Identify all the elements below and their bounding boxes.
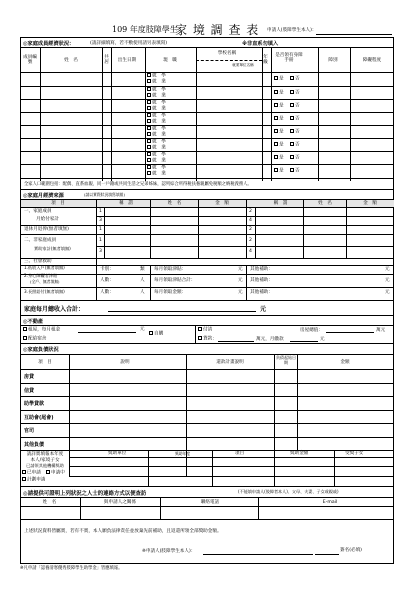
sa-1-f: 元 <box>385 267 390 272</box>
sch-col-amt: 獎助金額 <box>290 451 309 456</box>
s1-star: ※非直系勿填入 <box>242 41 279 47</box>
cert-no-option[interactable] <box>290 142 300 148</box>
plan-label: 計劃申請 <box>27 477 46 483</box>
num-3: 3 <box>99 218 102 223</box>
cert-no-label: 否 <box>295 168 300 174</box>
s2-col-item: 項 目 <box>51 201 65 206</box>
loan-unit: 萬元，月繳款 <box>256 337 284 342</box>
cert-yes-label: 是 <box>279 90 284 96</box>
s4-col-plan: 還款計畫說明 <box>216 360 244 365</box>
cert-yes-label: 是 <box>279 142 284 148</box>
debt-item-label: 官司 <box>24 428 35 434</box>
house-value-unit: 萬元 <box>376 328 386 333</box>
employed-checkbox[interactable] <box>147 79 151 83</box>
employed-option[interactable] <box>147 158 166 164</box>
cert-yes-checkbox[interactable] <box>274 129 278 133</box>
rent-checkbox[interactable] <box>23 327 27 331</box>
sch-col-child: 受獎子女 <box>345 451 364 456</box>
dorm-label: 配給宿舍 <box>28 336 47 342</box>
student-checkbox[interactable] <box>147 126 151 130</box>
sa-2-c: 每月領取津貼合計： <box>154 278 196 283</box>
pending-label: 申請中 <box>51 470 65 476</box>
num-1c: 1 <box>99 238 102 243</box>
s1-hint: (請詳細填寫，若不敷使用請另表填寫) <box>90 41 168 46</box>
num-2c: 2 <box>249 238 252 243</box>
cert-no-checkbox[interactable] <box>290 116 294 120</box>
student-option[interactable] <box>147 126 166 132</box>
cert-no-option[interactable] <box>290 90 300 96</box>
sign-line[interactable] <box>203 554 313 555</box>
student-label: 就 學 <box>152 113 166 119</box>
employed-label: 就 業 <box>152 119 166 125</box>
employed-label: 就 業 <box>152 145 166 151</box>
student-option[interactable] <box>147 100 166 106</box>
cert-yes-option[interactable] <box>274 116 284 122</box>
student-label: 就 學 <box>152 152 166 158</box>
s2-r3: 二、非家庭成員 <box>24 238 57 243</box>
employed-checkbox[interactable] <box>147 106 151 110</box>
student-label: 就 學 <box>152 73 166 79</box>
employed-option[interactable] <box>147 171 166 177</box>
cert-yes-option[interactable] <box>274 103 284 109</box>
sch-l3: 已請領其他機構獎助 <box>26 463 64 468</box>
cert-yes-label: 是 <box>279 129 284 135</box>
cert-no-checkbox[interactable] <box>290 76 294 80</box>
col-school: 學校名稱 <box>217 51 237 56</box>
employed-label: 就 業 <box>152 132 166 138</box>
col-type: 障別 <box>328 58 338 63</box>
cert-yes-checkbox[interactable] <box>274 76 278 80</box>
sch-applied[interactable] <box>22 470 41 476</box>
cert-no-option[interactable] <box>290 155 300 161</box>
col-level: 障礙程度 <box>362 58 382 63</box>
cert-yes-checkbox[interactable] <box>274 90 278 94</box>
sa-2-e: 其他補助： <box>250 278 273 283</box>
cert-no-label: 否 <box>295 155 300 161</box>
sa-1-e: 其他補助： <box>250 267 273 272</box>
year-label: 109 年度肢障學生 <box>112 25 178 34</box>
employed-checkbox[interactable] <box>147 158 151 162</box>
student-checkbox[interactable] <box>147 165 151 169</box>
rent-label: 租屋，每月租金 <box>28 327 61 333</box>
cert-no-checkbox[interactable] <box>290 155 294 159</box>
sa-1-d: 元 <box>238 267 243 272</box>
debt-item-label: 助學貸款 <box>24 401 45 407</box>
num-3b: 3 <box>99 249 102 254</box>
loan-option[interactable] <box>198 336 217 342</box>
student-label: 就 學 <box>152 87 166 93</box>
declaration: 上述狀況資料皆屬實，若有不實，本人願負法律責任並放棄先前補助，且返還所領全部獎助金額。 <box>24 529 222 534</box>
num-4b: 4 <box>249 249 252 254</box>
student-label: 就 學 <box>152 165 166 171</box>
cert-yes-checkbox[interactable] <box>274 103 278 107</box>
employed-option[interactable] <box>147 79 166 85</box>
cert-no-checkbox[interactable] <box>290 142 294 146</box>
employed-checkbox[interactable] <box>147 171 151 175</box>
loan-label: 貸款： <box>203 336 217 342</box>
sa-2-b: 人 <box>140 278 145 283</box>
num-4: 4 <box>249 218 252 223</box>
employed-option[interactable] <box>147 93 166 99</box>
employed-label: 就 業 <box>152 79 166 85</box>
sch-plan[interactable] <box>22 477 45 483</box>
employed-option[interactable] <box>147 106 166 112</box>
s5-hint: (不能填申請人(肢障者本人)、父母、夫妻、子女或親戚) <box>238 489 339 494</box>
employed-checkbox[interactable] <box>147 93 151 97</box>
cert-yes-label: 是 <box>279 76 284 82</box>
student-checkbox[interactable] <box>147 73 151 77</box>
s4-col-amt: 金額 <box>340 360 350 365</box>
applicant-label: 申請人(肢障學生本人)： <box>267 28 317 33</box>
sa-2-f: 元 <box>385 278 390 283</box>
student-option[interactable] <box>147 87 166 93</box>
plan-checkbox[interactable] <box>22 477 26 481</box>
debt-item-label: 信貸 <box>24 387 35 394</box>
cert-yes-label: 是 <box>279 168 284 174</box>
s2-title: ◎家庭月經濟來源 <box>23 193 64 199</box>
student-option[interactable] <box>147 152 166 158</box>
num-2b: 2 <box>249 227 252 232</box>
cert-yes-label: 是 <box>279 116 284 122</box>
sch-l2: 本人/家境子女 <box>30 458 60 463</box>
sa-1-a: 卡別： <box>100 267 114 272</box>
s1-note: 全家人口範圍包括：配偶、直系血親、同一戶籍或共同生活之兄弟姊妹，認列綜合所得稅扶養親屬免稅額之納稅義務人。 <box>24 182 252 187</box>
employed-option[interactable] <box>147 145 166 151</box>
employed-label: 就 業 <box>152 93 166 99</box>
col-age: 年級 <box>263 55 268 66</box>
sch-col-item: 項目 <box>235 451 245 456</box>
s2-col-amt-b: 金 額 <box>363 201 377 206</box>
sign-label: ※申請人(肢障學生本人)： <box>142 549 196 554</box>
employed-checkbox[interactable] <box>147 132 151 136</box>
s2-col-name-a: 姓 名 <box>167 201 182 206</box>
col-company: 就業單位名稱 <box>232 63 254 67</box>
cert-yes-option[interactable] <box>274 142 284 148</box>
cert-yes-option[interactable] <box>274 129 284 135</box>
sch-col-unit: 獎助單位 <box>108 451 127 456</box>
num-1b: 1 <box>99 227 102 232</box>
loan-unit2: 元 <box>320 337 325 342</box>
applicant-line <box>316 34 392 35</box>
cert-no-checkbox[interactable] <box>290 168 294 172</box>
cert-yes-option[interactable] <box>274 168 284 174</box>
student-checkbox[interactable] <box>147 113 151 117</box>
rent-option[interactable] <box>23 327 60 333</box>
s5-col-name: 姓 名 <box>42 500 57 505</box>
cert-yes-label: 是 <box>279 103 284 109</box>
student-option[interactable] <box>147 113 166 119</box>
employed-option[interactable] <box>147 119 166 125</box>
s4-title: ◎家庭負債狀況 <box>23 347 59 353</box>
house-value-label: 房屋總值： <box>300 328 323 333</box>
sch-l1: 請詳實填報本年度 <box>26 452 64 457</box>
s5-title: ◎請提供可證明上列狀況之人士的連絡方式以便查訪 <box>23 491 147 497</box>
rent-unit: 元 <box>140 327 145 332</box>
col-status: 現 職 <box>163 58 177 63</box>
s2-r1: 一、家庭成員 <box>24 209 52 214</box>
employed-label: 就 業 <box>152 106 166 112</box>
cert-yes-checkbox[interactable] <box>274 116 278 120</box>
own-checkbox[interactable] <box>149 331 153 335</box>
s5-col-email: E-mail <box>322 500 338 505</box>
dorm-checkbox[interactable] <box>23 336 27 340</box>
total-income-field[interactable] <box>108 311 256 312</box>
own-option[interactable] <box>149 331 163 337</box>
own-label: 自購 <box>154 331 164 337</box>
cert-no-checkbox[interactable] <box>290 103 294 107</box>
student-checkbox[interactable] <box>147 87 151 91</box>
applied-label: 已申請 <box>27 470 41 476</box>
sa-2-label: 2.身心障礙者津貼 <box>24 273 58 278</box>
cert-yes-option[interactable] <box>274 155 284 161</box>
s4-col-desc: 說明 <box>120 360 130 365</box>
paid-label: 付清 <box>203 327 213 333</box>
cert-no-label: 否 <box>295 103 300 109</box>
s4-col-date: 負債起始日期 <box>276 355 296 365</box>
num-2: 2 <box>249 209 252 214</box>
s2-col-amt-a: 金 額 <box>215 201 229 206</box>
col-cert: 是否領有身障手冊 <box>275 53 303 64</box>
cert-no-label: 否 <box>295 116 300 122</box>
sch-pending[interactable] <box>46 470 65 476</box>
s2-sub-title: 三、社會救助 <box>24 259 52 264</box>
sa-1-b: 類 <box>140 267 145 272</box>
cert-no-label: 否 <box>295 129 300 135</box>
student-option[interactable] <box>147 73 166 79</box>
employed-checkbox[interactable] <box>147 145 151 149</box>
cert-yes-label: 是 <box>279 155 284 161</box>
sa-1-label: 1.低收入戶(無者填無) <box>24 265 65 270</box>
cert-no-label: 否 <box>295 76 300 82</box>
sa-3-d: 元 <box>238 290 243 295</box>
debt-item-label: 房貸 <box>24 374 35 380</box>
cert-no-checkbox[interactable] <box>290 90 294 94</box>
s1-title: ◎家庭成員經濟狀況： <box>23 41 75 47</box>
cert-no-option[interactable] <box>290 103 300 109</box>
employed-checkbox[interactable] <box>147 119 151 123</box>
col-rel: 共居 <box>104 55 109 66</box>
student-option[interactable] <box>147 165 166 171</box>
debt-item-label: 互助會(尾會) <box>24 414 54 421</box>
cert-yes-option[interactable] <box>274 76 284 82</box>
cert-no-option[interactable] <box>290 116 300 122</box>
cert-no-option[interactable] <box>290 76 300 82</box>
sch-col-year: 獎助年度 <box>175 451 191 456</box>
cert-no-label: 否 <box>295 142 300 148</box>
paid-checkbox[interactable] <box>198 327 202 331</box>
student-label: 就 學 <box>152 126 166 132</box>
s2-r1b: 月給付家計 <box>36 217 59 222</box>
employed-option[interactable] <box>147 132 166 138</box>
col-name: 姓 名 <box>64 58 78 63</box>
cert-yes-option[interactable] <box>274 90 284 96</box>
cert-no-label: 否 <box>295 90 300 96</box>
sa-3-b: 人 <box>140 290 145 295</box>
s2-col-title-b: 稱 謂 <box>273 201 288 206</box>
cert-yes-checkbox[interactable] <box>274 155 278 159</box>
s2-r2: 退休月退俸(無者填無) <box>24 227 69 232</box>
col-dob: 出生日期 <box>117 58 137 63</box>
footer-note: ※凡申請「認養清寒優秀肢障學生助學金」皆應填報。 <box>20 566 123 571</box>
s2-col-name-b: 姓 名 <box>318 201 332 206</box>
sa-3-c: 每月領取金額： <box>154 290 187 295</box>
student-checkbox[interactable] <box>147 152 151 156</box>
sa-2-a: 人數： <box>100 278 114 283</box>
cert-yes-checkbox[interactable] <box>274 168 278 172</box>
pending-checkbox[interactable] <box>46 470 50 474</box>
sa-2-label2: (全戶、無者填無) <box>30 279 60 284</box>
col-id: 成員編號 <box>23 55 37 66</box>
page-title: 家 境 調 查 表 <box>175 23 260 37</box>
total-income-unit: 元 <box>260 306 267 313</box>
student-checkbox[interactable] <box>147 100 151 104</box>
sa-3-a: 人數： <box>100 290 114 295</box>
cert-no-option[interactable] <box>290 168 300 174</box>
cert-no-option[interactable] <box>290 129 300 135</box>
sign-required: 簽名(必填) <box>340 548 362 553</box>
s5-col-phone: 聯絡電話 <box>200 500 220 505</box>
student-checkbox[interactable] <box>147 139 151 143</box>
debt-item-label: 其他負債 <box>24 441 45 448</box>
s4-col-item: 項 目 <box>38 360 52 365</box>
sa-3-e: 其他補助： <box>250 290 273 295</box>
employed-label: 就 業 <box>152 171 166 177</box>
applied-checkbox[interactable] <box>22 470 26 474</box>
s3-title: ◎不動產 <box>23 319 44 325</box>
num-1: 1 <box>99 209 102 214</box>
cert-no-checkbox[interactable] <box>290 129 294 133</box>
sa-3-f: 元 <box>385 290 390 295</box>
sa-3-label: 3.長照給付(無者填無) <box>24 289 65 294</box>
dorm-option[interactable] <box>23 336 46 342</box>
total-income-label: 家庭每月總收入合計： <box>24 306 85 313</box>
s5-col-rel: 與申請人之關係 <box>103 500 137 505</box>
cert-yes-checkbox[interactable] <box>274 142 278 146</box>
s2-hint: (請以實際狀況填寫填報) <box>84 192 125 197</box>
student-label: 就 學 <box>152 100 166 106</box>
s2-col-title-a: 稱 謂 <box>119 201 133 206</box>
student-option[interactable] <box>147 139 166 145</box>
sa-2-d: 元 <box>238 278 243 283</box>
employed-label: 就 業 <box>152 158 166 164</box>
sa-1-c: 每月領取津貼： <box>154 267 187 272</box>
student-label: 就 學 <box>152 139 166 145</box>
s2-r3b: 實助家計(無者填無) <box>34 246 71 251</box>
loan-checkbox[interactable] <box>198 336 202 340</box>
paid-option[interactable] <box>198 327 212 333</box>
